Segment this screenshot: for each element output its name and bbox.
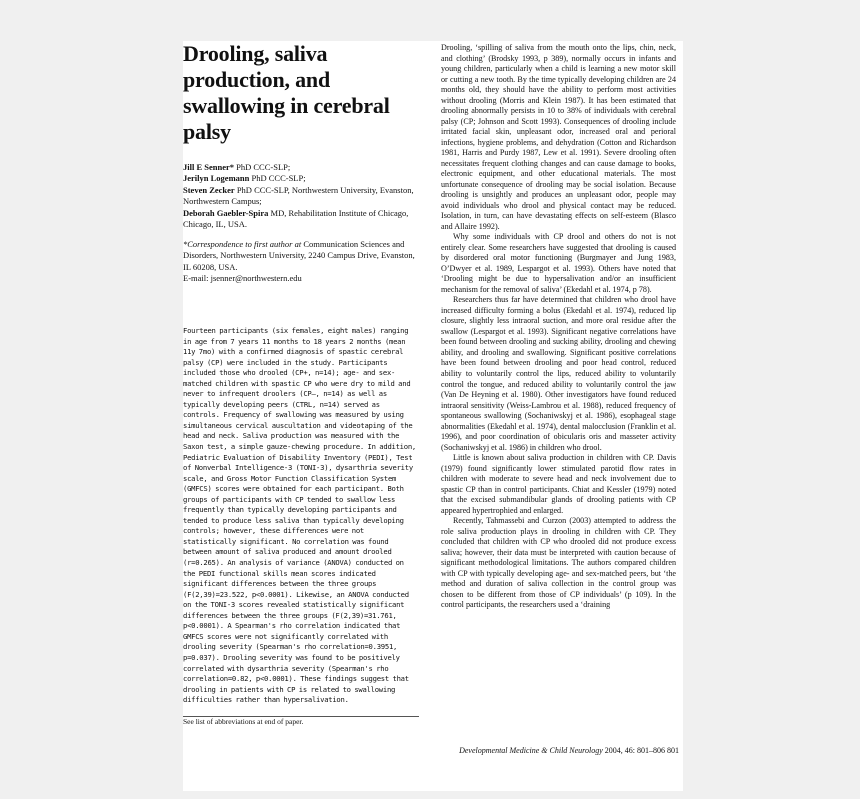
author-name: Deborah Gaebler-Spira bbox=[183, 207, 269, 218]
author-name: Steven Zecker bbox=[183, 184, 235, 195]
author-affiliation: PhD CCC-SLP; bbox=[249, 173, 306, 184]
author-affiliation: PhD CCC-SLP; bbox=[234, 162, 291, 172]
body-paragraph: Researchers thus far have determined that children who drool have increased difficulty forming a bolus (Ekedahl et al. 1974), reduced lip closure, slightly less intraoral suction, and more oral residue after the swallow (Lespargot et al. 1993). Significant negative correlations have been found between drooling and sucking ability, drooling and chewing ability, and drooling and swallowing. Significant positive correlations have been found between drooling and poor head control, reduced ability to voluntarily control the lips, reduced ability to voluntarily control the tongue, and reduced ability to voluntarily control the jaw (Van De Heyning et al. 1980). Other investigators have found reduced intraoral sensitivity (Weiss-Lambrou et al. 1988), reduced frequency of spontaneous swallowing (Sochaniwskyj et al. 1986), esophageal stage abnormalities (Ekedahl et al. 1974), dental malocclusion (Franklin et al. 1996), and poor coordination of obicularis oris and masseter activity (Sochaniwskyj et al. 1986) in children who drool. bbox=[441, 295, 676, 452]
body-paragraph: Recently, Tahmassebi and Curzon (2003) attempted to address the role saliva production plays in drooling in children with CP. They concluded that children with CP who drooled did not produce excess saliva; however, their data must be interpreted with caution because of significant methodological limitations. The authors compared children with CP with typically developing age- and sex-matched peers, but ‘the method and duration of saliva collection in the control group was chosen to be different from those of CP individuals’ (p 109). In the control participants, the researchers used a ‘draining bbox=[441, 516, 676, 610]
body-paragraph: Why some individuals with CP drool and others do not is not entirely clear. Some researchers have suggested that drooling is caused by disordered oral motor functioning (Burgmayer and Jung 1983, O’Dwyer et al. 1989, Lespargot et al. 1993). Others have noted that ‘Drooling might be due to hypersalivation and/or an insufficient mechanism for the removal of saliva’ (Ekedahl et al. 1974, p 78). bbox=[441, 232, 676, 294]
author-name: Jerilyn Logemann bbox=[183, 173, 250, 184]
author-affiliation: PhD CCC-SLP, Northwestern University, Evanston, Northwestern Campus; bbox=[183, 184, 414, 207]
author-entry bbox=[183, 173, 423, 184]
body-paragraph: Little is known about saliva production in children with CP. Davis (1979) found significantly lower stimulated parotid flow rates in children with moderate to severe head and neck involvement due to spastic CP than in control participants. Chiat and Kessler (1979) noted that the excised submandibular glands of drooling patients with CP appeared hypertrophied and enlarged. bbox=[441, 453, 676, 515]
author-entry bbox=[183, 185, 423, 208]
author-entry bbox=[183, 208, 423, 231]
journal-footer bbox=[183, 746, 679, 755]
article-title: Drooling, saliva production, and swallowing in cerebral palsy bbox=[183, 41, 390, 144]
author-list bbox=[183, 162, 423, 230]
correspondence-email: E-mail: jsenner@northwestern.edu bbox=[183, 273, 302, 284]
author-affiliation: MD, Rehabilitation Institute of Chicago, Chicago, IL, USA. bbox=[183, 207, 409, 230]
body-column bbox=[441, 43, 676, 611]
journal-reference: 2004, 46: 801–806 801 bbox=[602, 746, 679, 755]
body-paragraph: Drooling, ‘spilling of saliva from the mouth onto the lips, chin, neck, and clothing’ (Brodsky 1993, p 389), normally occurs in infants and young children, particularly when a child is learning a new motor skill or cutting a new tooth. By the time typically developing children are 24 months old, they should have the ability to perform most activities without drooling (Morris and Klein 1987). It has been estimated that drooling abnormally persists in 10 to 38% of individuals with cerebral palsy (CP; Johnson and Scott 1993). Consequences of drooling include irritated facial skin, unpleasant odor, increased oral and perioral infections, hygiene problems, and dehydration (Cotton and Richardson 1981, Harris and Purdy 1987, Lew et al. 1991). Severe drooling often necessitates frequent clothing changes and can cause damage to books, electronic equipment, and other educational materials. The most unfortunate consequence of drooling may be social isolation. Because drooling is unsightly and produces an unpleasant odor, people may avoid individuals who drool and physical contact may be reduced. Isolation, in turn, can have devastating effects on self-esteem (Blasco and Allaire 1992). bbox=[441, 43, 676, 231]
footnote: See list of abbreviations at end of paper. bbox=[183, 717, 304, 726]
abstract: Fourteen participants (six females, eight males) ranging in age from 7 years 11 months to 18 years 2 months (mean 11y 7mo) with a confirmed diagnosis of spastic cerebral palsy (CP) were included in the study. Participants included those who drooled (CP+, n=14); age- and sex-matched children with spastic CP who were dry to mild and never to infrequent droolers (CP–, n=14) as well as typically developing peers (CTRL, n=14) served as controls. Frequency of swallowing was measured by using simultaneous cervical auscultation and videotaping of the head and neck. Saliva production was measured with the Saxon test, a simple gauze-chewing procedure. In addition, Pediatric Evaluation of Disability Inventory (PEDI), Test of Nonverbal Intelligence-3 (TONI-3), dysarthria severity scale, and Gross Motor Function Classification System (GMFCS) scores were obtained for each participant. Both groups of participants with CP tended to swallow less frequently than typically developing participants and tended to produce less saliva than typically developing controls; however, these differences were not statistically significant. No correlation was found between amount of saliva produced and amount drooled (r=0.265). An analysis of variance (ANOVA) conducted on the PEDI functional skills mean scores indicated significant differences between the three groups (F(2,39)=23.522, p<0.0001). Likewise, an ANOVA conducted on the TONI-3 scores revealed statistically significant differences between the three groups (F(2,39)=31.761, p<0.0001). A Spearman's rho correlation indicated that GMFCS scores were not significantly correlated with drooling severity (Spearman's rho correlation=0.3951, p=0.037). Drooling severity was found to be positively correlated with dysarthria severity (Spearman's rho correlation=0.82, p<0.0001). These findings suggest that drooling in patients with CP is related to swallowing difficulties rather than hypersalivation. bbox=[183, 326, 416, 705]
correspondence-lead: *Correspondence to first author at bbox=[183, 239, 302, 249]
journal-name: Developmental Medicine & Child Neurology bbox=[459, 746, 603, 755]
correspondence-block bbox=[183, 239, 423, 285]
correspondence-text: Communication Sciences and Disorders, Northwestern University, 2240 Campus Drive, Evanston, IL 60208, USA. bbox=[183, 239, 415, 272]
author-name: Jill E Senner* bbox=[183, 162, 235, 172]
article-page bbox=[183, 41, 683, 791]
correspondence-address bbox=[183, 239, 423, 273]
author-entry bbox=[183, 162, 423, 173]
